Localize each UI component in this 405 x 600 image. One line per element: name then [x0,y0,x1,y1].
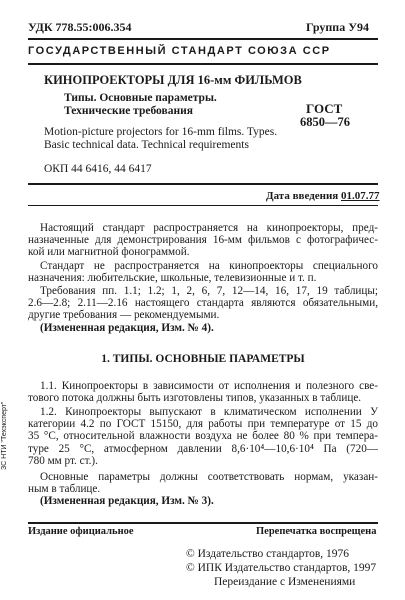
copyright-1976: © Издательство стандартов, 1976 [186,548,350,560]
text-line: Стандарт не распространяется на кинопроекторы специального [40,260,378,272]
text-line: Основные параметры должны соответствовать нормам, указан- [40,471,378,483]
text-line: 2.6—2.8; 2.11—2.16 настоящего стандарта являются обязательными, [28,297,378,310]
copyright-1997: © ИПК Издательство стандартов, 1997 [186,562,377,574]
date-rule [28,205,378,206]
title-en-1: Motion-picture projectors for 16-mm films. Types. [44,126,278,138]
text-line: 1.1. Кинопроекторы в зависимости от исполнения и полезного све- [40,380,378,392]
group-code: Группа У94 [306,20,370,34]
title-ru-sub-2: Технические требования [64,105,193,117]
intro-date-label: Дата введения [266,190,339,202]
footer-rule [28,522,378,524]
text-line: Настоящий стандарт распространяется на кинопроекторы, пред- [40,222,378,234]
paragraph-requirements [28,285,378,334]
text-line: категории 4.2 по ГОСТ 15150, для работы при температуре от 15 до [28,418,378,431]
text-line: 780 мм рт. ст.). [28,454,98,467]
text-line: назначенные для демонстрирования 16-мм фильмов с фотографичес- [28,234,378,247]
text-line: тового потока должны быть изготовлены типов, указанных в таблице. [28,392,362,405]
clause-1-1 [28,380,378,404]
reissue-note: Переиздание с Изменениями [214,576,356,588]
title-en-2: Basic technical data. Technical requirements [44,139,249,151]
text-line: 1.2. Кинопроекторы выпускают в климатическом исполнении У [40,406,378,418]
official-edition: Издание официальное [28,526,134,537]
intro-date-value: 01.07.77 [341,190,380,202]
title-ru-main: КИНОПРОЕКТОРЫ ДЛЯ 16-мм ФИЛЬМОВ [44,73,302,87]
paragraph-scope [28,222,378,259]
amendment-note: (Измененная редакция, Изм. № 4). [40,321,214,334]
section-title: 1. ТИПЫ. ОСНОВНЫЕ ПАРАМЕТРЫ [101,353,305,365]
issuing-organization: ГОСУДАРСТВЕННЫЙ СТАНДАРТ СОЮЗА ССР [28,45,331,57]
reprint-prohibited: Перепечатка воспрещена [256,526,377,537]
side-stamp: ЗС НТИ "Техэксперт" [1,401,8,470]
intro-date [266,190,380,202]
text-line: кой или магнитной фонограммой. [28,246,190,259]
paragraph-exclusions [28,260,378,284]
header-top-rule [28,38,378,40]
gost-label: ГОСТ [306,101,343,116]
clause-1-3 [28,471,378,508]
text-line: 35 °С, относительной влажности воздуха не более 80 % при темпера- [28,430,378,443]
text-line: назначения: любительские, школьные, телевизионные и т. п. [28,272,317,285]
text-line: туре 25 °С, атмосферном давлении 8,6·10⁴—10,6·10⁴ Па (720— [28,442,378,455]
title-ru-sub-1: Типы. Основные параметры. [64,92,217,104]
clause-1-2 [28,406,378,467]
gost-number: 6850—76 [300,115,350,129]
title-bottom-rule [28,183,378,185]
text-line: ным в таблице. [28,483,101,496]
text-line: Требования пп. 1.1; 1.2; 1, 2, 6, 7, 12—14, 16, 17, 19 таблицы; [40,285,378,297]
header-bottom-rule [28,63,378,65]
amendment-note: (Измененная редакция, Изм. № 3). [40,495,214,508]
text-line: другие требования — рекомендуемыми. [28,309,220,322]
okp-code: ОКП 44 6416, 44 6417 [44,163,152,175]
udk-code: УДК 778.55:006.354 [28,20,132,34]
